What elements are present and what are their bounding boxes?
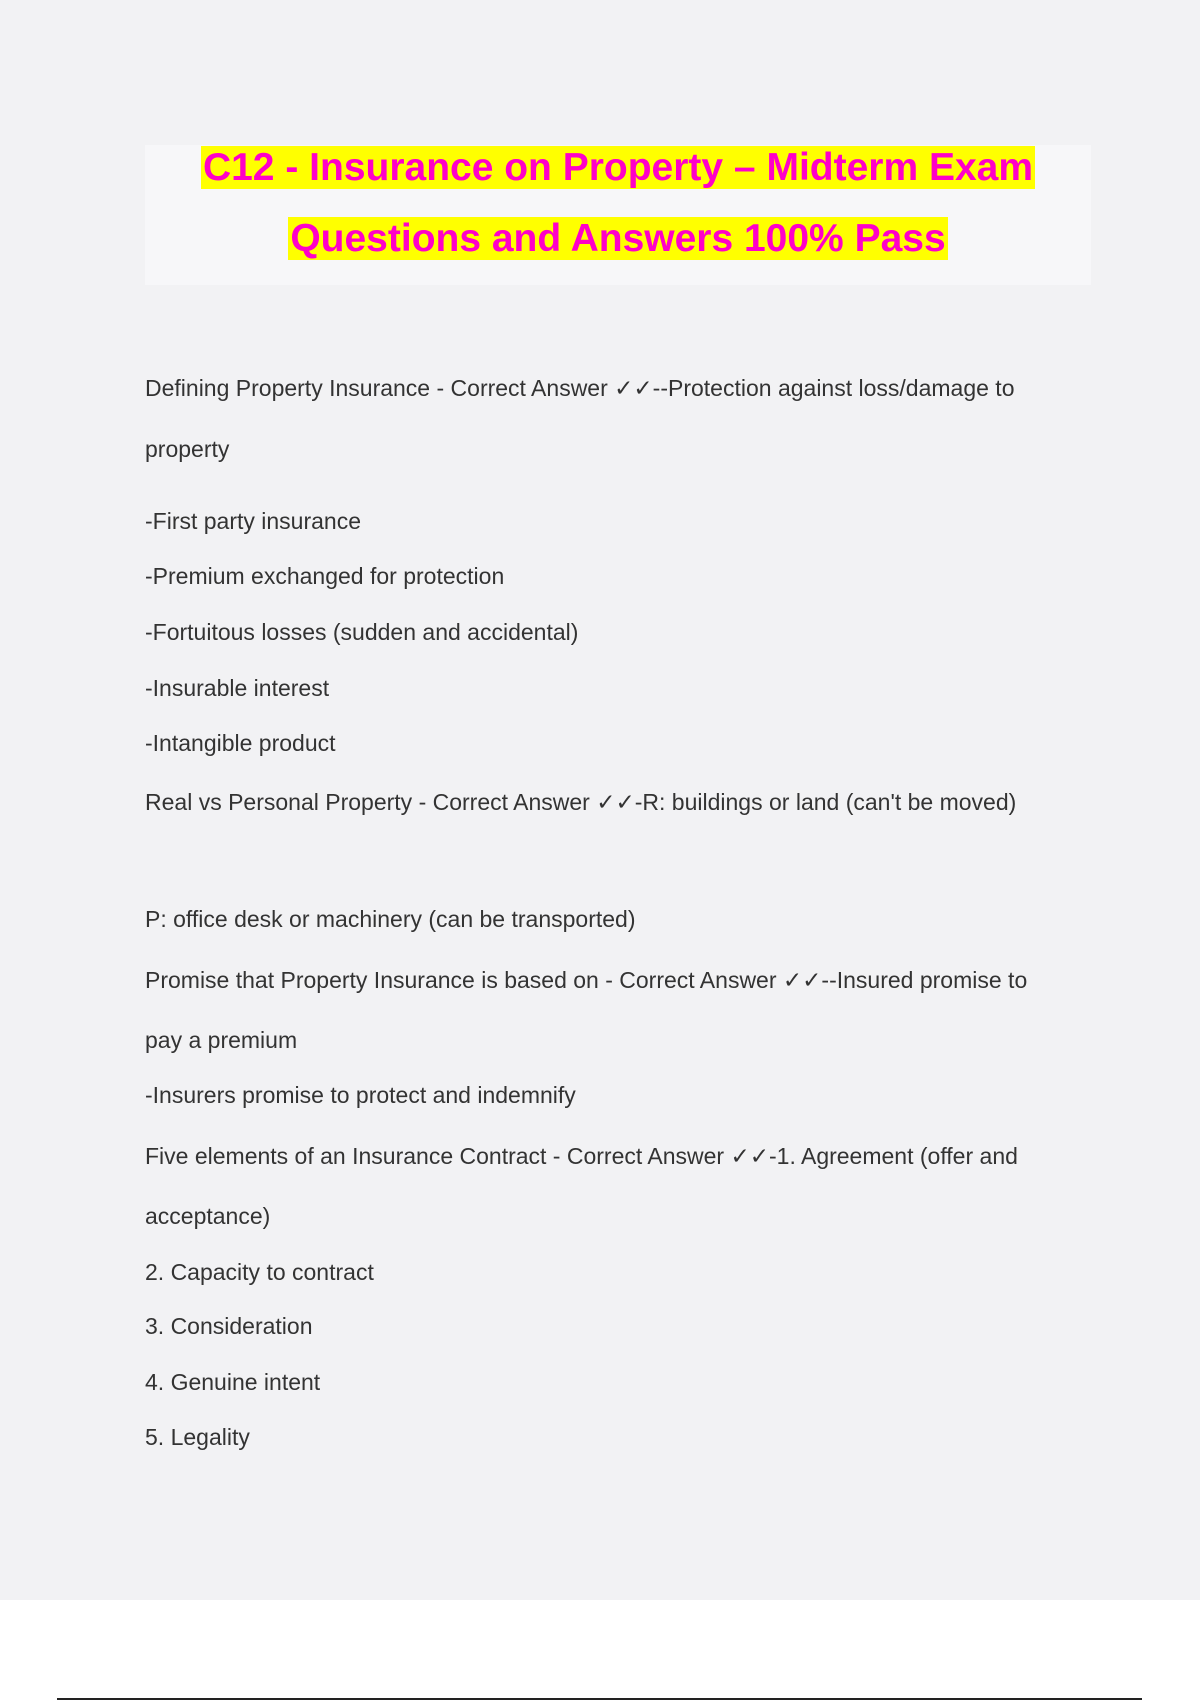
title-line-2: Questions and Answers 100% Pass [290,217,946,260]
text-line: 5. Legality [145,1424,250,1450]
text-line: pay a premium [145,1027,298,1053]
text-line: 3. Consideration [145,1313,313,1339]
text-line: Five elements of an Insurance Contract - Correct Answer ✓✓-1. Agreement (offer and [145,1143,1018,1169]
text-line: -First party insurance [145,508,362,534]
text-line: Promise that Property Insurance is based on - Correct Answer ✓✓--Insured promise to [145,967,1028,993]
text-line: P: office desk or machinery (can be transported) [145,906,636,932]
text-line: Defining Property Insurance - Correct Answer ✓✓--Protection against loss/damage to [145,375,1015,401]
text-line: 2. Capacity to contract [145,1259,374,1285]
text-line: acceptance) [145,1203,271,1229]
text-line: -Fortuitous losses (sudden and accidental) [145,619,579,645]
title-banner [145,145,1091,285]
text-line: 4. Genuine intent [145,1369,321,1395]
text-line: Real vs Personal Property - Correct Answer ✓✓-R: buildings or land (can't be moved) [145,789,1017,815]
text-line: -Intangible product [145,730,336,756]
text-line: -Premium exchanged for protection [145,563,505,589]
text-line: -Insurable interest [145,675,330,701]
text-line: -Insurers promise to protect and indemnify [145,1082,576,1108]
text-line: property [145,436,230,462]
title-line-1: C12 - Insurance on Property – Midterm Exam [202,146,1034,189]
